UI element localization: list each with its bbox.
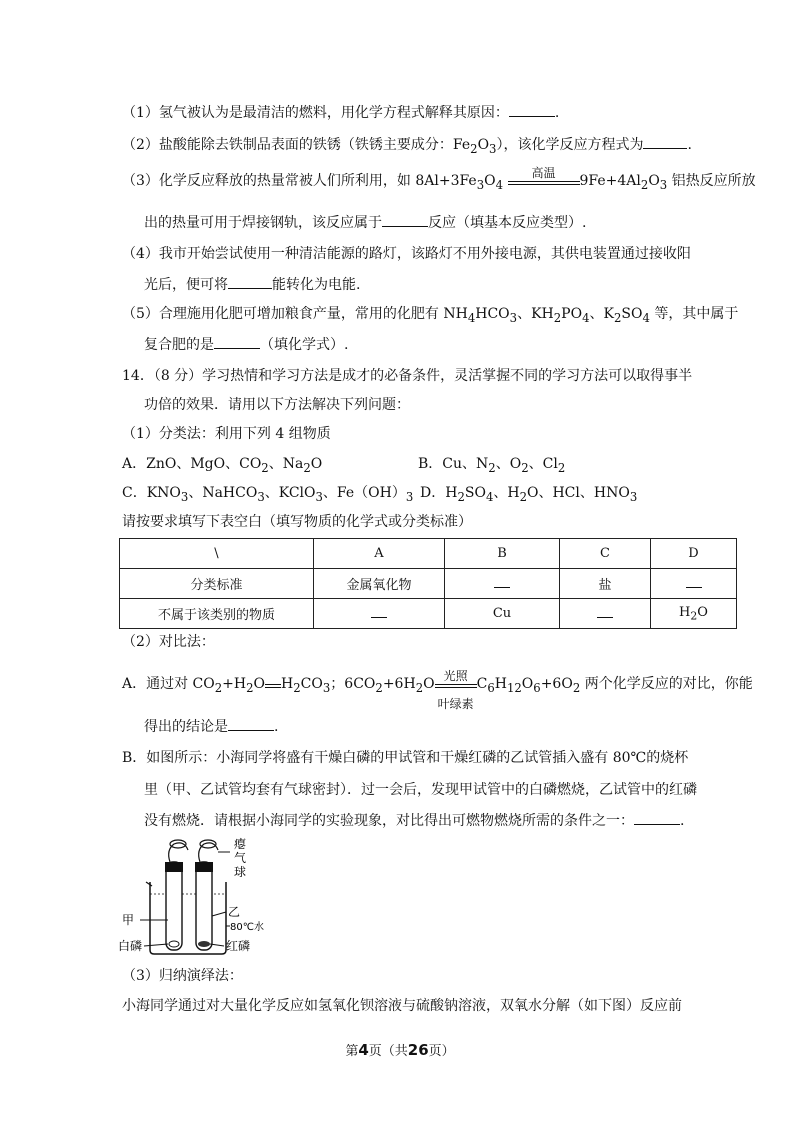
label-yi: 乙 (228, 905, 241, 919)
question-4-cont: 光后，便可将 能转化为电能. (144, 274, 360, 295)
last-paragraph: 小海同学通过对大量化学反应如氢氧化钡溶液与硫酸钠溶液，双氧水分解（如下图）反应前 (122, 998, 682, 1014)
label-balloon-1: 瘪 (234, 837, 247, 851)
reaction-condition: 光照 叶绿素 (435, 686, 477, 688)
answer-blank[interactable] (643, 134, 687, 149)
answer-blank[interactable] (382, 212, 428, 227)
answer-blank[interactable] (214, 334, 260, 349)
section-3-heading: （3）归纳演绎法： (122, 968, 243, 984)
group-d: D．$H_2SO_4$、$H_2O$、HCl、$HNO_3$ (420, 485, 638, 504)
table-cell: 金属氧化物 (314, 569, 445, 599)
label-balloon-2: 气 (234, 851, 247, 865)
beaker-figure (118, 836, 268, 958)
equals-sign (265, 686, 281, 688)
question-3: （3）化学反应释放的热量常被人们所利用，如 $8Al+3Fe_3O_4$ 高温 $9Fe+4Al_2O_3$ 铝热反应所放 (122, 166, 756, 192)
table-cell: C (560, 539, 651, 569)
part-a: A．通过对 $CO_2+H_2O$ $H_2CO_3$；$6CO_2+6H_2O$ 光照 叶绿素 $C_6H_{12}O_6+6O_2$ 两个化学反应的对比，你能 (122, 669, 753, 711)
table-cell: 盐 (560, 569, 651, 599)
table-cell: A (314, 539, 445, 569)
question-2: （2）盐酸能除去铁制品表面的铁锈（铁锈主要成分：$Fe_2O_3$），该化学反应方程式为 . (122, 134, 692, 159)
label-balloon-3: 球 (234, 865, 247, 879)
label-water: 80℃水 (230, 922, 264, 933)
table-cell-blank[interactable] (314, 599, 445, 629)
part-a-cont: 得出的结论是 . (144, 716, 278, 737)
answer-blank[interactable] (228, 274, 272, 289)
section-2-heading: （2）对比法： (122, 634, 215, 650)
table-cell: $H_2O$ (651, 599, 737, 629)
table-intro: 请按要求填写下表空白（填写物质的化学式或分类标准） (122, 514, 472, 530)
page-number: 4 (358, 1041, 369, 1059)
total-pages: 26 (407, 1041, 429, 1059)
classification-table (119, 538, 737, 629)
question-5-cont: 复合肥的是 （填化学式）. (144, 334, 348, 355)
answer-blank[interactable] (228, 716, 274, 731)
table-cell-blank[interactable] (651, 569, 737, 599)
table-cell: B (445, 539, 560, 569)
label-jia: 甲 (122, 913, 135, 927)
question-1: （1）氢气被认为是最清洁的燃料，用化学方程式解释其原因： . (122, 102, 559, 123)
table-cell-blank[interactable] (560, 599, 651, 629)
answer-blank[interactable] (634, 810, 680, 825)
question-14: 14．（8 分）学习热情和学习方法是成才的必备条件，灵活掌握不同的学习方法可以取得事半 (122, 368, 693, 384)
part-b-line3: 没有燃烧．请根据小海同学的实验现象，对比得出可燃物燃烧所需的条件之一： . (144, 810, 684, 831)
question-3-cont: 出的热量可用于焊接钢轨，该反应属于 反应（填基本反应类型）. (144, 212, 586, 233)
label-white-phosphorus: 白磷 (118, 939, 143, 953)
group-c: C．$KNO_3$、NaHCO$_3$、KClO$_3$、$Fe(OH)_3$ (122, 485, 414, 504)
table-cell: 不属于该类别的物质 (120, 599, 314, 629)
part-b-line1: B．如图所示：小海同学将盛有干燥白磷的甲试管和干燥红磷的乙试管插入盛有 80℃的烧杯 (122, 750, 689, 766)
reaction-condition: 高温 (508, 183, 580, 185)
page-footer: 第4页（共26页） (345, 1041, 455, 1059)
table-row (120, 569, 737, 599)
table-cell: Cu (445, 599, 560, 629)
table-row (120, 599, 737, 629)
part-b-line2: 里（甲、乙试管均套有气球密封）．过一会后，发现甲试管中的白磷燃烧，乙试管中的红磷 (144, 782, 697, 798)
answer-blank[interactable] (509, 102, 555, 117)
table-header-row (120, 539, 737, 569)
label-red-phosphorus: 红磷 (226, 939, 251, 953)
question-14-cont: 功倍的效果．请用以下方法解决下列问题： (144, 397, 410, 413)
table-cell: D (651, 539, 737, 569)
section-1-heading: （1）分类法：利用下列 4 组物质 (122, 426, 331, 442)
group-a: A．ZnO、MgO、$CO_2$、$Na_2O$ (122, 456, 323, 475)
group-b: B．Cu、$N_2$、$O_2$、$Cl_2$ (418, 456, 566, 475)
table-cell: \ (120, 539, 314, 569)
table-cell: 分类标准 (120, 569, 314, 599)
table-cell-blank[interactable] (445, 569, 560, 599)
question-4: （4）我市开始尝试使用一种清洁能源的路灯，该路灯不用外接电源，其供电装置通过接收阳 (122, 246, 691, 262)
question-5: （5）合理施用化肥可增加粮食产量，常用的化肥有 $NH_4HCO_3$、$KH_2PO_4$、$K_2SO_4$ 等，其中属于 (122, 306, 739, 325)
